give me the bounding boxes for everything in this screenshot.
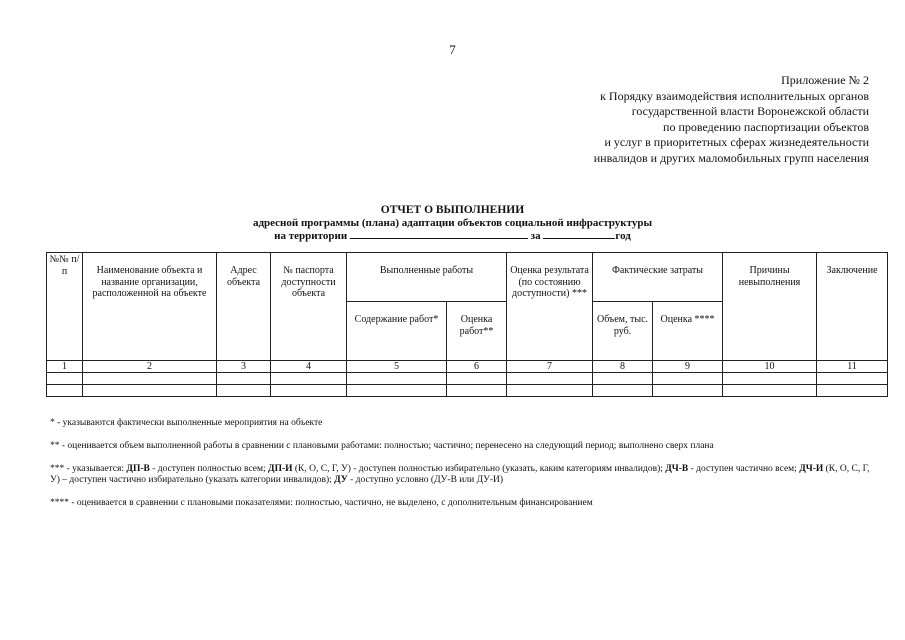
table-row [47,385,888,397]
header-passport: № паспорта доступности объекта [271,253,347,361]
header-works-rating: Оценка работ** [447,302,507,361]
table-cell [83,373,217,385]
table-cell [723,385,817,397]
period-label: за [530,230,541,242]
header-reasons: Причины невыполнения [723,253,817,361]
table-cell [271,385,347,397]
table-number-row [47,361,888,373]
code-dp-v: ДП-В [126,464,150,474]
header-result-rating: Оценка результата (по состоянию доступности) *** [507,253,593,361]
appendix-line-2: к Порядку взаимодействия исполнительных органов [600,88,869,103]
header-conclusion: Заключение [817,253,888,361]
page-number: 7 [449,42,456,57]
table-cell [593,373,653,385]
header-number: №№ п/п [47,253,83,361]
table-cell [593,385,653,397]
col-number-cell: 11 [817,361,888,373]
col-number-cell: 5 [347,361,447,373]
footnote-4: **** - оценивается в сравнении с плановыми показателями: полностью, частично, не выделено, с дополнительным финансированием [50,498,593,508]
table-cell [47,373,83,385]
footnote-1: * - указываются фактически выполненные мероприятия на объекте [50,418,323,428]
appendix-line-1: Приложение № 2 [781,73,869,87]
territory-label: на территории [274,230,348,242]
territory-blank [350,229,528,239]
table-row [47,373,888,385]
appendix-line-3: государственной власти Воронежской области [631,104,869,118]
footnote-3-text: (К, О, С, Г, У) – доступен частично избирательно (указать категории инвалидов); [50,464,870,485]
code-dp-i: ДП-И [268,464,293,474]
col-number-cell: 6 [447,361,507,373]
report-title-line-2: адресной программы (плана) адаптации объектов социальной инфраструктуры [252,216,653,229]
report-title-line-3 [0,229,905,243]
col-number-cell: 4 [271,361,347,373]
header-address: Адрес объекта [217,253,271,361]
code-du: ДУ [334,475,348,485]
footnote-3-text: - доступен полностью всем; [149,464,269,474]
footnote-3-text: (К, О, С, Г, У) - доступен полностью избирательно (указать, каким категориям инвалидов); [292,464,666,474]
header-completed-works: Выполненные работы [347,253,507,302]
table-header-row [47,253,888,302]
col-number-cell: 10 [723,361,817,373]
table-cell [347,385,447,397]
table-cell [723,373,817,385]
year-blank [543,229,615,239]
footnote-3-text: - доступно условно (ДУ-В или ДУ-И) [347,475,504,485]
header-costs-volume: Объем, тыс. руб. [593,302,653,361]
table-cell [47,385,83,397]
table-cell [347,373,447,385]
table-cell [653,385,723,397]
table-cell [817,385,888,397]
footnote-3-text: *** - указывается: [50,464,127,474]
appendix-line-4: по проведению паспортизации объектов [663,119,869,134]
header-costs-rating: Оценка **** [653,302,723,361]
col-number-cell: 8 [593,361,653,373]
appendix-line-5: и услуг в приоритетных сферах жизнедеятельности [604,135,869,149]
table-cell [217,373,271,385]
footnote-3-text: - доступен частично всем; [688,464,800,474]
code-dch-i: ДЧ-И [799,464,824,474]
table-cell [447,385,507,397]
table-cell [507,373,593,385]
header-works-content: Содержание работ* [347,302,447,361]
year-label: год [615,230,631,242]
report-title [0,204,905,243]
appendix-line-6: инвалидов и других маломобильных групп населения [593,150,869,165]
col-number-cell: 3 [217,361,271,373]
col-number-cell: 9 [653,361,723,373]
footnote-2: ** - оценивается объем выполненной работы в сравнении с плановыми работами: полностью; частично; перенесено на следующий период; выполнено сверх плана [50,441,714,451]
col-number-cell: 2 [83,361,217,373]
table-cell [653,373,723,385]
code-dch-v: ДЧ-В [665,464,689,474]
table-cell [507,385,593,397]
appendix-header [594,73,869,166]
report-table [46,252,888,397]
col-number-cell: 7 [507,361,593,373]
table-cell [817,373,888,385]
col-number-cell: 1 [47,361,83,373]
header-actual-costs: Фактические затраты [593,253,723,302]
footnotes [50,418,870,521]
table-cell [271,373,347,385]
report-title-line-1: ОТЧЕТ О ВЫПОЛНЕНИИ [380,204,525,216]
table-cell [217,385,271,397]
footnote-3 [50,464,870,486]
header-object-name: Наименование объекта и название организации, расположенной на объекте [83,253,217,361]
table-cell [83,385,217,397]
table-cell [447,373,507,385]
